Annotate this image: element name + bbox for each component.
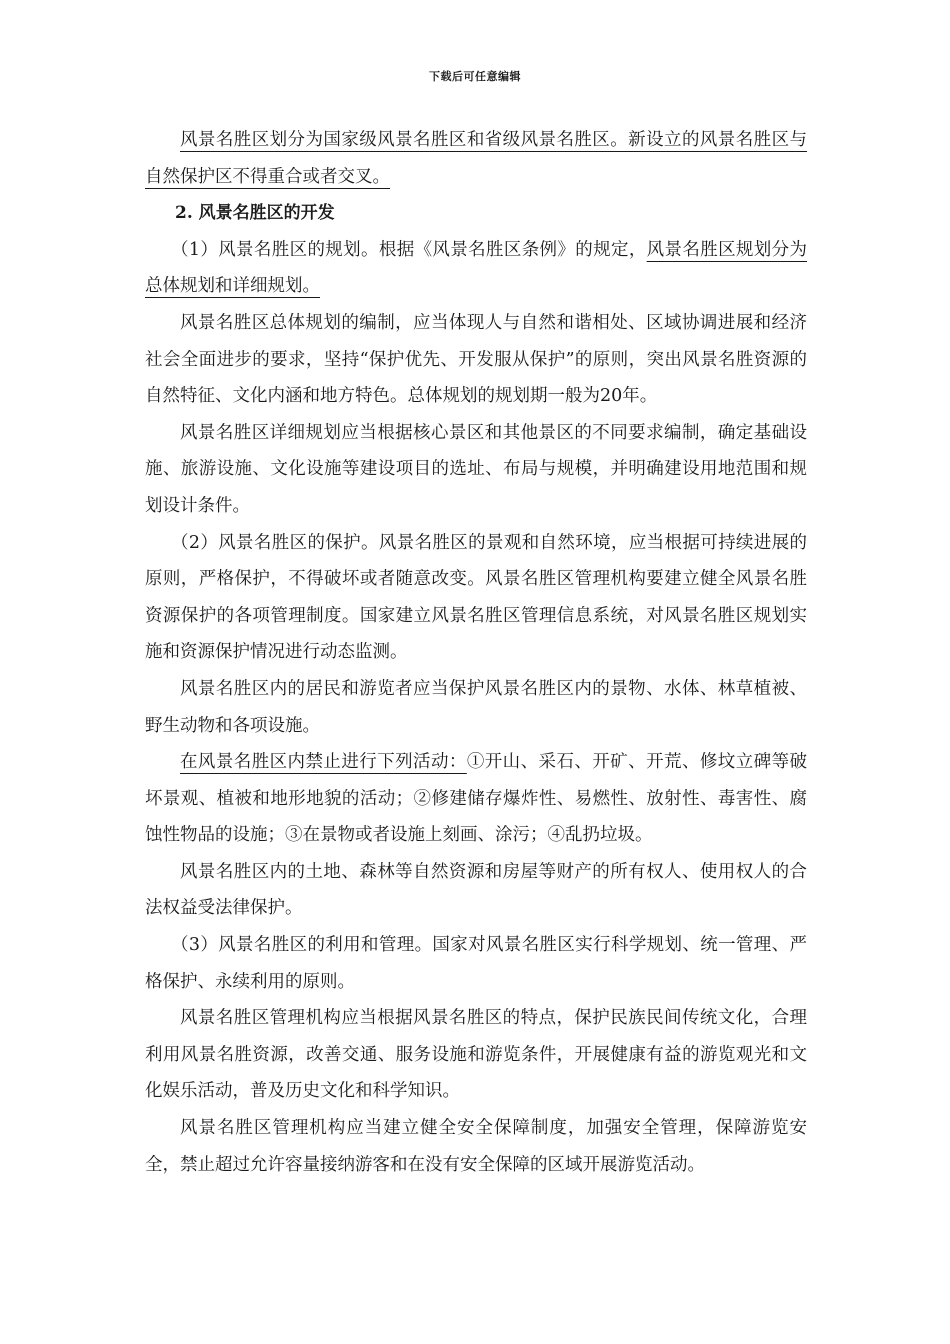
paragraph-property-rights: 风景名胜区内的土地、森林等自然资源和房屋等财产的所有权人、使用权人的合法权益受法律保护。 bbox=[145, 861, 807, 919]
document-body bbox=[145, 122, 807, 1183]
underlined-text: 风景名胜区划分为国家级风景名胜区和省级风景名胜区。新设立的风景名胜区与自然保护区不得重合或者交叉。 bbox=[145, 130, 807, 187]
paragraph-classification bbox=[145, 122, 807, 195]
paragraph-safety: 风景名胜区管理机构应当建立健全安全保障制度，加强安全管理，保障游览安全，禁止超过允许容量接纳游客和在没有安全保障的区域开展游览活动。 bbox=[145, 1118, 807, 1175]
paragraph-residents: 风景名胜区内的居民和游览者应当保护风景名胜区内的景物、水体、林草植被、野生动物和各项设施。 bbox=[145, 678, 807, 736]
paragraph-prohibited bbox=[145, 744, 807, 854]
paragraph-planning bbox=[145, 232, 807, 305]
paragraph-utilization: （3）风景名胜区的利用和管理。国家对风景名胜区实行科学规划、统一管理、严格保护、永续利用的原则。 bbox=[145, 935, 807, 992]
underlined-text: 风景名胜区规划分为总体规划和详细规划。 bbox=[145, 239, 807, 297]
underlined-text: 在风景名胜区内禁止进行下列活动： bbox=[180, 752, 467, 773]
section-heading-development: 2. 风景名胜区的开发 bbox=[175, 203, 335, 224]
paragraph-protection: （2）风景名胜区的保护。风景名胜区的景观和自然环境，应当根据可持续进展的原则，严格保护，不得破坏或者随意改变。风景名胜区管理机构要建立健全风景名胜资源保护的各项管理制度。国家建立风景名胜区管理信息系统，对风景名胜区规划实施和资源保护情况进行动态监测。 bbox=[145, 532, 807, 663]
paragraph-management: 风景名胜区管理机构应当根据风景名胜区的特点，保护民族民间传统文化，合理利用风景名胜资源，改善交通、服务设施和游览条件，开展健康有益的游览观光和文化娱乐活动，普及历史文化和科学知识。 bbox=[145, 1008, 807, 1102]
paragraph-detailed-plan: 风景名胜区详细规划应当根据核心景区和其他景区的不同要求编制，确定基础设施、旅游设施、文化设施等建设项目的选址、布局与规模，并明确建设用地范围和规划设计条件。 bbox=[145, 422, 807, 516]
page-header: 下载后可任意编辑 bbox=[429, 70, 521, 83]
planning-lead: （1）风景名胜区的规划。根据《风景名胜区条例》的规定， bbox=[171, 239, 647, 260]
paragraph-master-plan: 风景名胜区总体规划的编制，应当体现人与自然和谐相处、区域协调进展和经济社会全面进步的要求，坚持“保护优先、开发服从保护”的原则，突出风景名胜资源的自然特征、文化内涵和地方特色。总体规划的规划期一般为20年。 bbox=[145, 312, 807, 407]
prohibited-list: ①开山、采石、开矿、开荒、修坟立碑等破坏景观、植被和地形地貌的活动；②修建储存爆炸性、易燃性、放射性、毒害性、腐蚀性物品的设施；③在景物或者设施上刻画、涂污；④乱扔垃圾。 bbox=[145, 752, 808, 846]
